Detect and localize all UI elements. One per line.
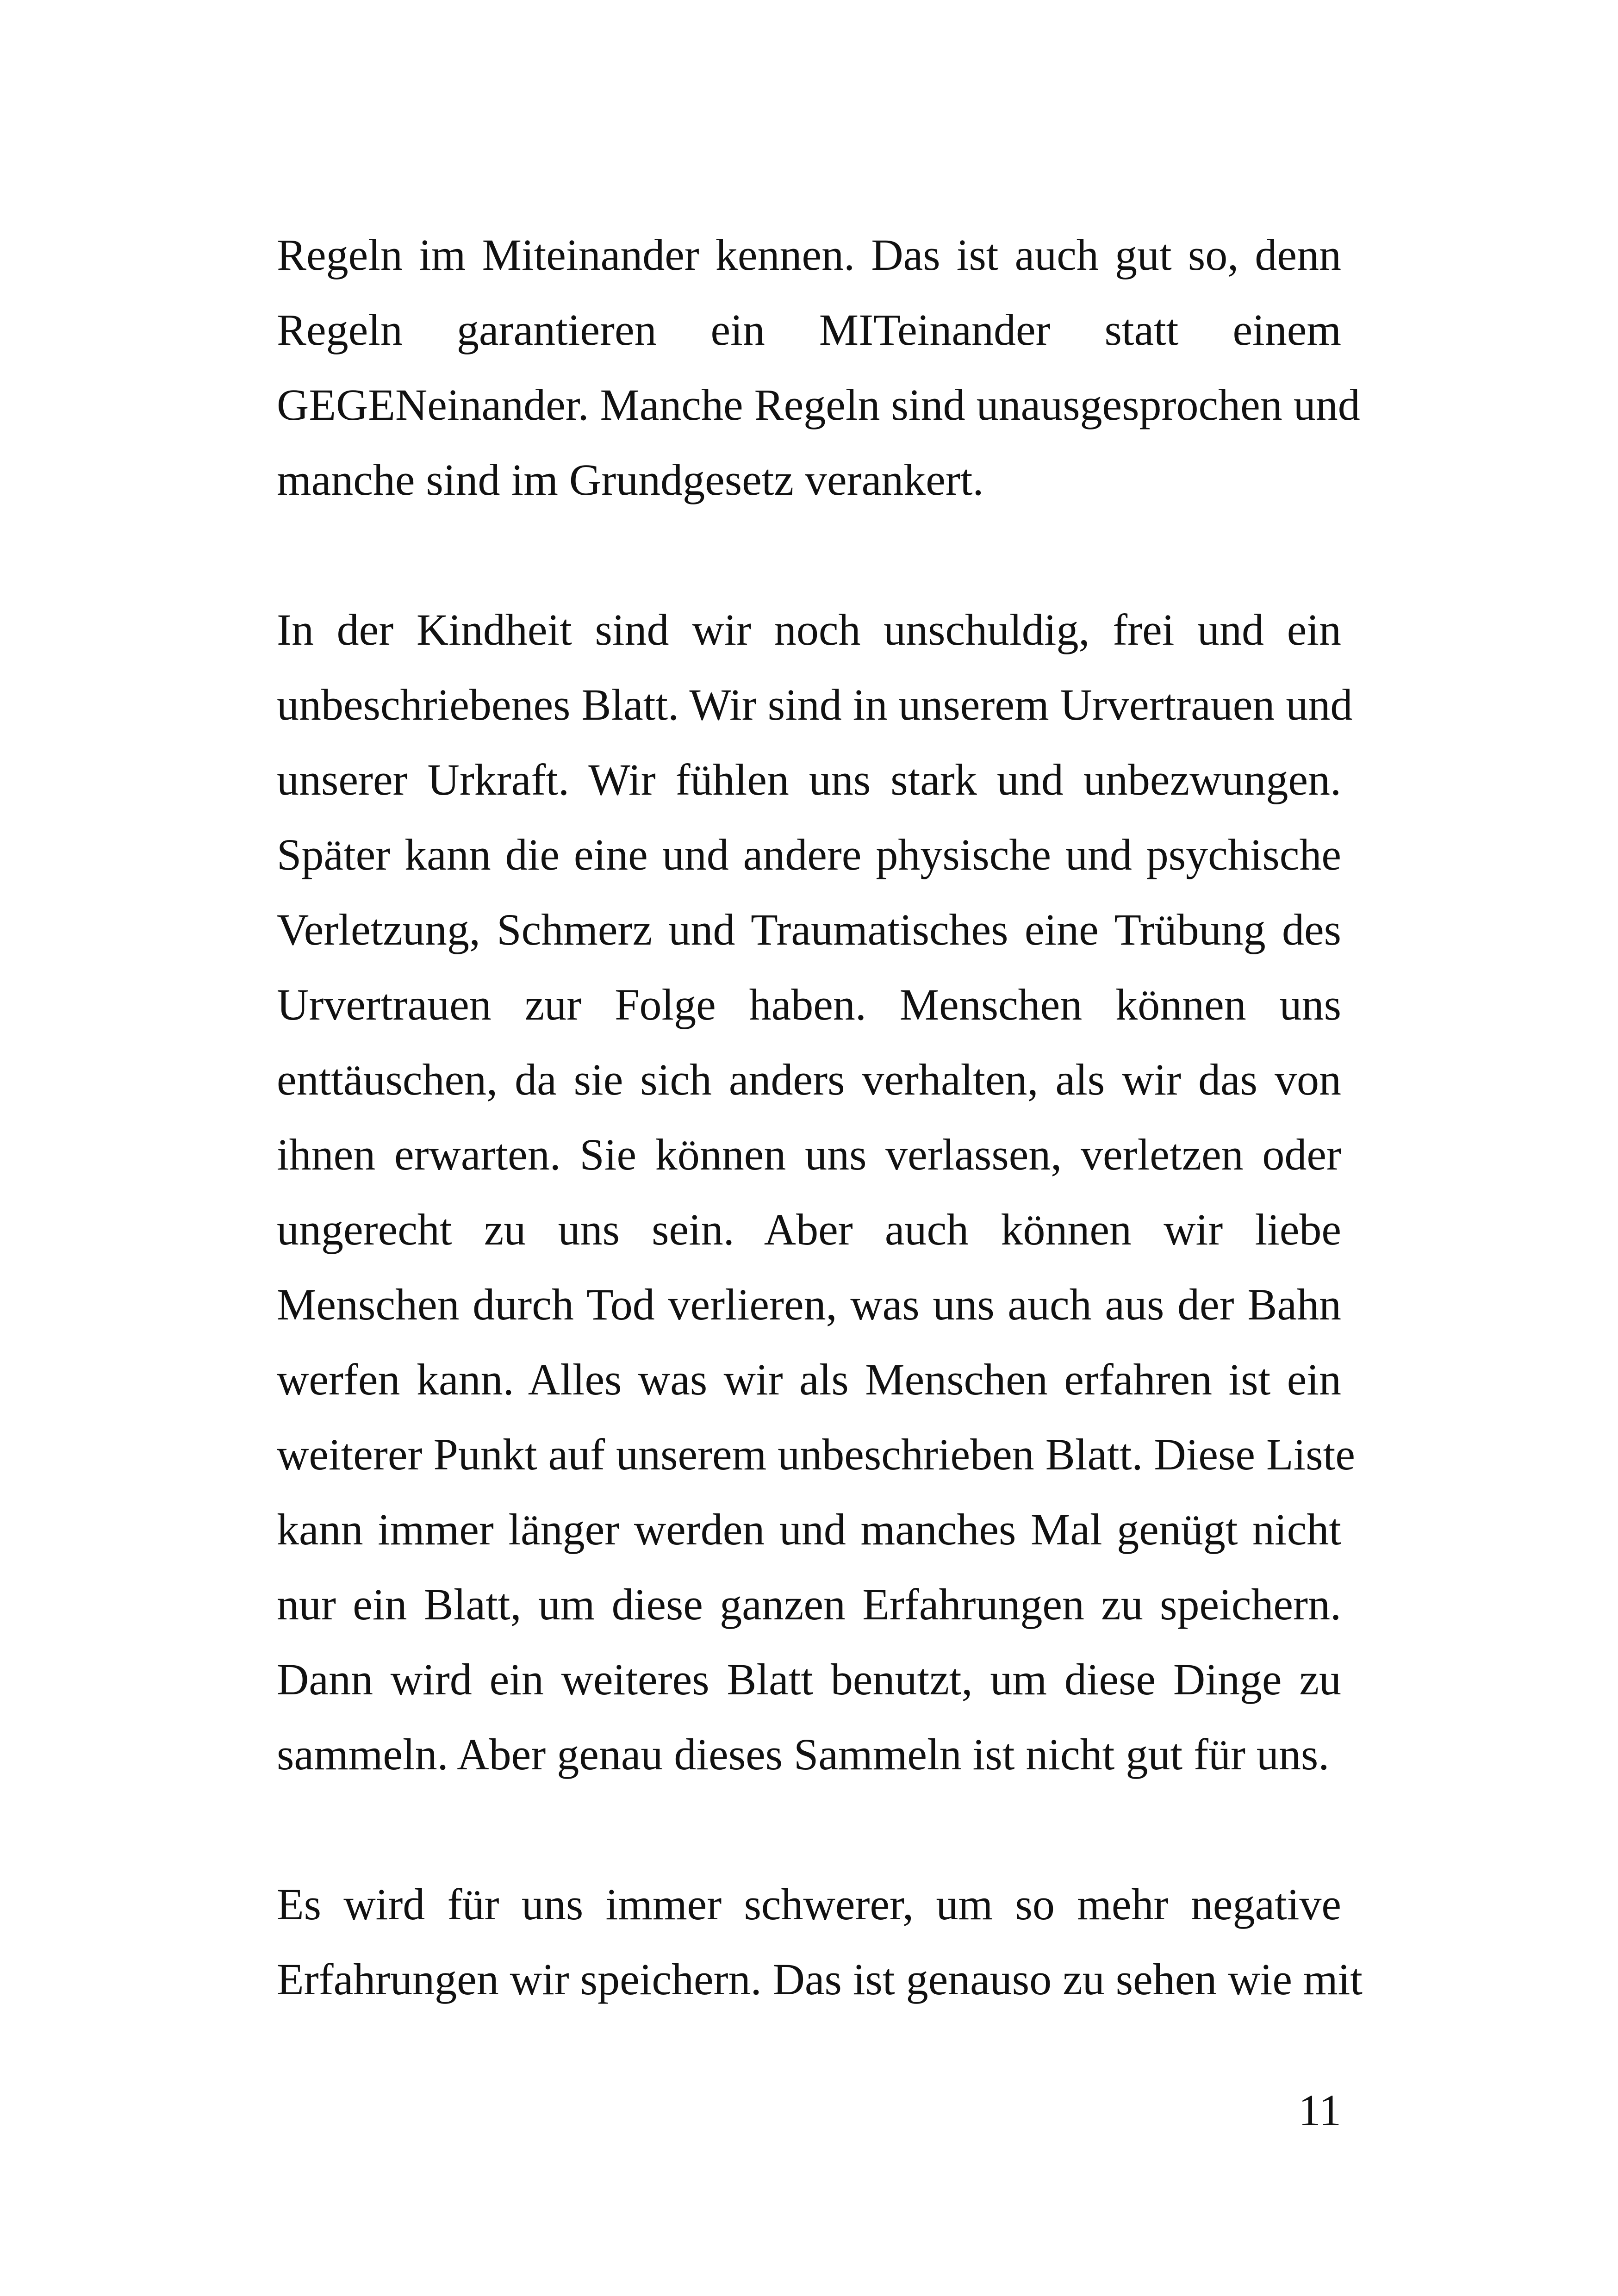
text-line: werfen kann. Alles was wir als Menschen erfahren ist ein [277,1355,1341,1404]
text-line: enttäuschen, da sie sich anders verhalten, als wir das von [277,1055,1341,1104]
text-line: kann immer länger werden und manches Mal genügt nicht [277,1505,1341,1554]
text-line: Später kann die eine und andere physische und psychische [277,830,1341,879]
text-line: Verletzung, Schmerz und Traumatisches eine Trübung des [277,905,1341,954]
text-line: Regeln im Miteinander kennen. Das ist auch gut so, denn [277,230,1341,280]
text-line: manche sind im Grundgesetz verankert. [277,455,984,504]
text-line: Menschen durch Tod verlieren, was uns auch aus der Bahn [277,1280,1341,1329]
text-line: unserer Urkraft. Wir fühlen uns stark und unbezwungen. [277,755,1341,804]
text-line: Urvertrauen zur Folge haben. Menschen können uns [277,980,1341,1029]
text-line: In der Kindheit sind wir noch unschuldig, frei und ein [277,605,1341,654]
body-text [277,218,1363,2017]
text-line: GEGENeinander. Manche Regeln sind unausgesprochen und [277,380,1360,429]
text-line: ihnen erwarten. Sie können uns verlassen, verletzen oder [277,1130,1341,1179]
paragraph-1 [277,218,1360,517]
text-line: nur ein Blatt, um diese ganzen Erfahrungen zu speichern. [277,1580,1341,1629]
text-line: Regeln garantieren ein MITeinander statt einem [277,305,1341,355]
text-line: Erfahrungen wir speichern. Das ist genauso zu sehen wie mit [277,1954,1363,2004]
text-line: ungerecht zu uns sein. Aber auch können wir liebe [277,1205,1341,1254]
page-number: 11 [1298,2085,1341,2135]
paragraph-2 [277,592,1355,1792]
paragraph-3 [277,1867,1363,2017]
text-line: Es wird für uns immer schwerer, um so mehr negative [277,1879,1341,1929]
text-line: Dann wird ein weiteres Blatt benutzt, um diese Dinge zu [277,1655,1341,1704]
text-line: unbeschriebenes Blatt. Wir sind in unserem Urvertrauen und [277,680,1353,729]
text-line: sammeln. Aber genau dieses Sammeln ist nicht gut für uns. [277,1730,1330,1779]
text-line: weiterer Punkt auf unserem unbeschrieben Blatt. Diese Liste [277,1430,1355,1479]
